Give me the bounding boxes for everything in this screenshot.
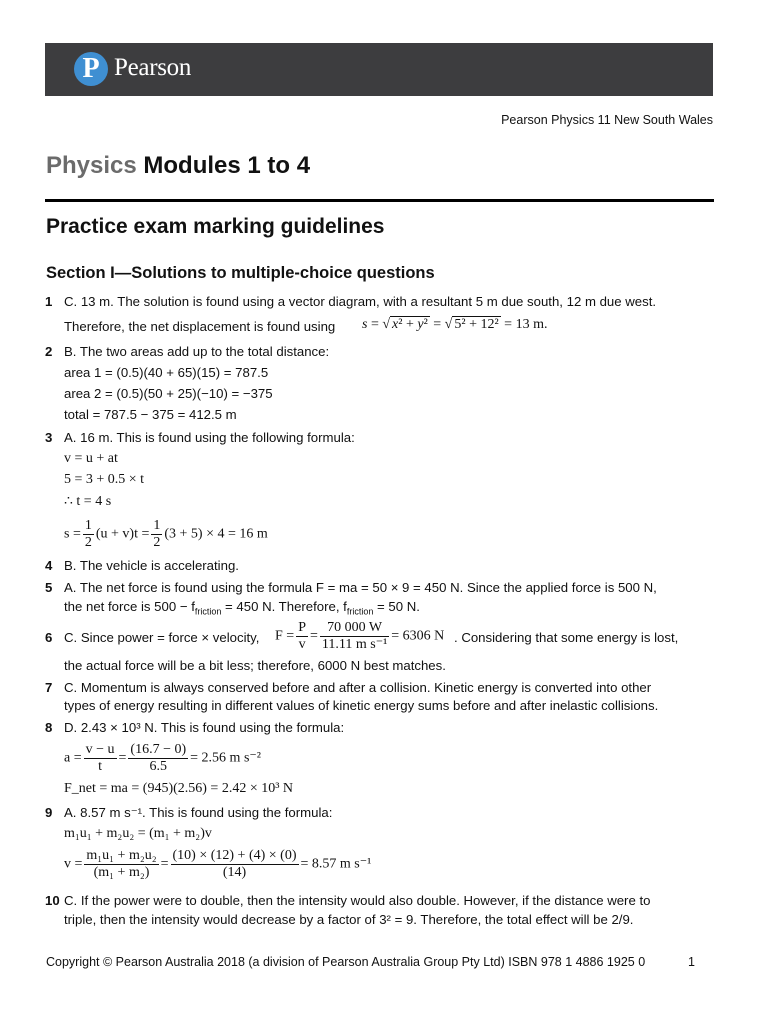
answer-text: Therefore, the net displacement is found using [64,319,336,334]
equation: s = √ x² + y² = √ 5² + 12² = 13 m. [362,317,548,332]
section-heading: Section I—Solutions to multiple-choice questions [46,264,435,282]
question-number: 6 [45,630,53,645]
answer-text: B. The vehicle is accelerating. [64,558,239,573]
answer-text: A. 8.57 m s⁻¹. This is found using the formula: [64,805,333,820]
answer-text: C. Since power = force × velocity, [64,630,260,645]
question-number: 1 [45,294,53,309]
question-number: 9 [45,805,53,820]
title-subject: Physics [46,152,137,179]
answer-text: area 2 = (0.5)(50 + 25)(−10) = −375 [64,386,273,401]
main-heading: Practice exam marking guidelines [46,215,385,238]
book-title: Pearson Physics 11 New South Wales [501,113,713,127]
answer-text: D. 2.43 × 10³ N. This is found using the formula: [64,720,345,735]
answer-text: B. The two areas add up to the total distance: [64,344,330,359]
title-rule [45,199,714,202]
answer-text: area 1 = (0.5)(40 + 65)(15) = 787.5 [64,365,269,380]
answer-text: total = 787.5 − 375 = 412.5 m [64,407,237,422]
equation: a = $\frac{v - u}{t}$ = $\frac{(16.7 - 0)}{6.5}$ = 2.56 m s⁻² [64,742,261,774]
pearson-logo-icon: P [74,52,108,86]
copyright-footer: Copyright © Pearson Australia 2018 (a division of Pearson Australia Group Pty Ltd) ISBN 978 1 4886 1925 0 [46,955,646,969]
page-number: 1 [688,955,695,969]
answer-text: . Considering that some energy is lost, [454,630,679,645]
question-number: 2 [45,344,53,359]
answer-text: C. Momentum is always conserved before and after a collision. Kinetic energy is converted into other [64,680,652,695]
equation: s = $\frac{1}{2}$ (u + v)t = $\frac{1}{2}$ (3 + 5) × 4 = 16 m [64,518,268,550]
equation: 5 = 3 + 0.5 × t [64,472,145,487]
question-number: 5 [45,580,53,595]
equation: F_net = ma = (945)(2.56) = 2.42 × 10³ N [64,781,294,796]
question-number: 3 [45,430,53,445]
pearson-logo-text: Pearson [114,54,192,81]
equation: ∴ t = 4 s [64,494,112,509]
answer-text: C. 13 m. The solution is found using a vector diagram, with a resultant 5 m due south, 12 m due west. [64,294,657,309]
page-title [46,152,310,180]
answer-text: types of energy resulting in different values of kinetic energy sums before and after inelastic collisions. [64,698,659,713]
answer-text: triple, then the intensity would decrease by a factor of 3² = 9. Therefore, the total effect will be 2/9. [64,912,634,927]
answer-text: the net force is $500 - f_{friction} = 450$ N. Therefore, $f_{friction} = 50$ N. [64,599,420,617]
header-banner [45,43,713,96]
answer-text: A. 16 m. This is found using the following formula: [64,430,355,445]
equation: m₁u₁ + m₂u₂ = (m₁ + m₂)v [64,826,212,841]
question-number: 10 [45,893,60,908]
answer-text: the actual force will be a bit less; therefore, 6000 N best matches. [64,658,446,673]
question-number: 7 [45,680,53,695]
question-number: 8 [45,720,53,735]
equation: v = u + at [64,451,118,466]
question-number: 4 [45,558,53,573]
answer-text: A. The net force is found using the formula F = ma = 50 × 9 = 450 N. Since the applied force is 500 N, [64,580,657,595]
equation: F = $\frac{P}{v}$ = $\frac{70 000 W}{\text{11.11 m s⁻¹}}$ = 6306 N [275,620,445,652]
title-modules: Modules 1 to 4 [143,152,311,179]
equation: v = $\frac{\text{m₁u₁ + m₂u₂}}{\text{(m₁ + m₂)}}$ = $\frac{(10) \times (12) + (4) \times (0)}{(14)}$ = 8.57 m s⁻¹ [64,848,372,880]
answer-text: C. If the power were to double, then the intensity would also double. However, if the distance were to [64,893,651,908]
